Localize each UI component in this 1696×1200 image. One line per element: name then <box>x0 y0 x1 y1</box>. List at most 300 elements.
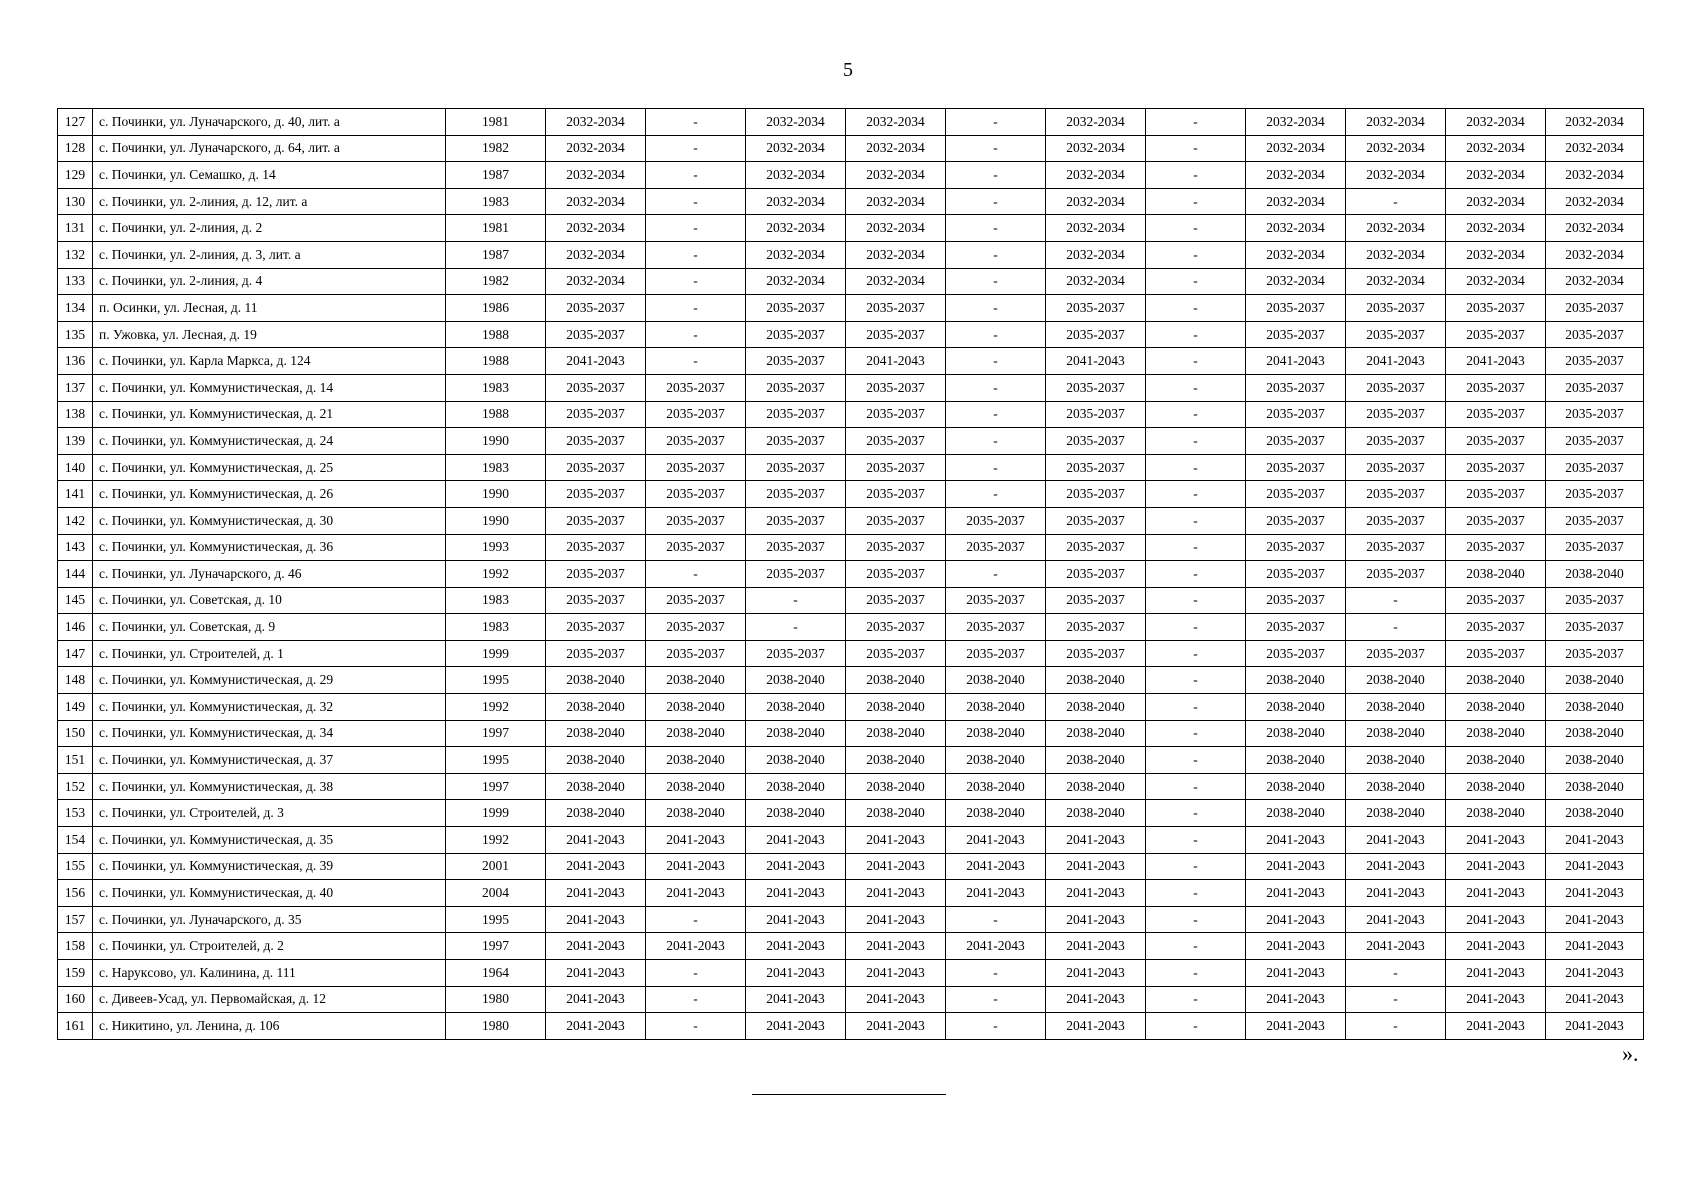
cell-work-period-4: 2032-2034 <box>846 135 946 162</box>
cell-work-period-7: - <box>1146 800 1246 827</box>
cell-row-number: 140 <box>58 454 93 481</box>
cell-work-period-2: 2038-2040 <box>646 747 746 774</box>
cell-work-period-3: 2032-2034 <box>746 135 846 162</box>
table-row <box>58 800 1644 827</box>
cell-work-period-7: - <box>1146 401 1246 428</box>
cell-work-period-7: - <box>1146 1013 1246 1040</box>
cell-work-period-5: 2035-2037 <box>946 587 1046 614</box>
cell-work-period-9: 2038-2040 <box>1346 800 1446 827</box>
cell-work-period-2: - <box>646 906 746 933</box>
cell-work-period-9: 2035-2037 <box>1346 374 1446 401</box>
cell-work-period-4: 2041-2043 <box>846 986 946 1013</box>
cell-work-period-5: 2038-2040 <box>946 667 1046 694</box>
cell-work-period-5: 2035-2037 <box>946 534 1046 561</box>
cell-work-period-10: 2038-2040 <box>1446 720 1546 747</box>
cell-work-period-8: 2041-2043 <box>1246 827 1346 854</box>
cell-work-period-7: - <box>1146 348 1246 375</box>
cell-work-period-2: 2038-2040 <box>646 667 746 694</box>
cell-work-period-7: - <box>1146 773 1246 800</box>
cell-work-period-1: 2035-2037 <box>546 454 646 481</box>
cell-work-period-7: - <box>1146 587 1246 614</box>
cell-row-number: 157 <box>58 906 93 933</box>
closing-quote-mark: ». <box>1622 1041 1639 1066</box>
cell-build-year: 1997 <box>446 933 546 960</box>
cell-work-period-5: - <box>946 401 1046 428</box>
cell-work-period-9: - <box>1346 1013 1446 1040</box>
cell-work-period-5: 2038-2040 <box>946 800 1046 827</box>
cell-work-period-10: 2032-2034 <box>1446 135 1546 162</box>
cell-row-number: 141 <box>58 481 93 508</box>
cell-build-year: 1995 <box>446 906 546 933</box>
cell-work-period-6: 2035-2037 <box>1046 534 1146 561</box>
cell-work-period-5: 2038-2040 <box>946 747 1046 774</box>
cell-address: с. Нарукcово, ул. Калинина, д. 111 <box>93 960 446 987</box>
cell-work-period-6: 2032-2034 <box>1046 188 1146 215</box>
table-row <box>58 667 1644 694</box>
cell-address: с. Починки, ул. Строителей, д. 3 <box>93 800 446 827</box>
cell-work-period-5: 2041-2043 <box>946 880 1046 907</box>
cell-work-period-1: 2041-2043 <box>546 827 646 854</box>
cell-address: с. Починки, ул. Коммунистическая, д. 38 <box>93 773 446 800</box>
cell-work-period-6: 2041-2043 <box>1046 960 1146 987</box>
cell-build-year: 1981 <box>446 109 546 136</box>
cell-work-period-3: 2032-2034 <box>746 162 846 189</box>
cell-work-period-2: - <box>646 986 746 1013</box>
cell-address: с. Починки, ул. Коммунистическая, д. 35 <box>93 827 446 854</box>
table-row <box>58 348 1644 375</box>
cell-work-period-4: 2038-2040 <box>846 667 946 694</box>
cell-build-year: 1964 <box>446 960 546 987</box>
cell-address: с. Никитино, ул. Ленина, д. 106 <box>93 1013 446 1040</box>
cell-work-period-4: 2041-2043 <box>846 906 946 933</box>
cell-build-year: 1995 <box>446 747 546 774</box>
cell-work-period-4: 2035-2037 <box>846 428 946 455</box>
cell-work-period-1: 2038-2040 <box>546 773 646 800</box>
cell-build-year: 1982 <box>446 135 546 162</box>
cell-work-period-11: 2038-2040 <box>1546 773 1644 800</box>
cell-work-period-2: 2038-2040 <box>646 800 746 827</box>
cell-work-period-10: 2041-2043 <box>1446 1013 1546 1040</box>
cell-row-number: 148 <box>58 667 93 694</box>
cell-work-period-5: 2038-2040 <box>946 773 1046 800</box>
cell-work-period-8: 2041-2043 <box>1246 853 1346 880</box>
cell-row-number: 158 <box>58 933 93 960</box>
cell-work-period-4: 2041-2043 <box>846 827 946 854</box>
cell-work-period-7: - <box>1146 321 1246 348</box>
cell-work-period-11: 2032-2034 <box>1546 268 1644 295</box>
cell-work-period-10: 2035-2037 <box>1446 321 1546 348</box>
cell-work-period-7: - <box>1146 268 1246 295</box>
cell-work-period-1: 2038-2040 <box>546 720 646 747</box>
cell-work-period-11: 2032-2034 <box>1546 135 1644 162</box>
cell-work-period-8: 2035-2037 <box>1246 561 1346 588</box>
cell-address: с. Починки, ул. 2-линия, д. 4 <box>93 268 446 295</box>
cell-work-period-3: 2035-2037 <box>746 321 846 348</box>
cell-work-period-11: 2032-2034 <box>1546 162 1644 189</box>
cell-work-period-9: 2038-2040 <box>1346 773 1446 800</box>
cell-build-year: 1999 <box>446 640 546 667</box>
cell-build-year: 1987 <box>446 241 546 268</box>
cell-row-number: 127 <box>58 109 93 136</box>
cell-work-period-5: - <box>946 162 1046 189</box>
cell-work-period-6: 2038-2040 <box>1046 747 1146 774</box>
cell-work-period-3: 2041-2043 <box>746 933 846 960</box>
cell-address: с. Починки, ул. 2-линия, д. 3, лит. а <box>93 241 446 268</box>
cell-work-period-11: 2035-2037 <box>1546 374 1644 401</box>
table-row <box>58 827 1644 854</box>
cell-work-period-2: - <box>646 241 746 268</box>
cell-work-period-8: 2032-2034 <box>1246 215 1346 242</box>
cell-work-period-5: - <box>946 268 1046 295</box>
cell-work-period-7: - <box>1146 215 1246 242</box>
cell-work-period-7: - <box>1146 933 1246 960</box>
cell-work-period-4: 2035-2037 <box>846 587 946 614</box>
table-row <box>58 906 1644 933</box>
cell-build-year: 1992 <box>446 561 546 588</box>
cell-work-period-3: 2038-2040 <box>746 694 846 721</box>
cell-address: с. Починки, ул. Коммунистическая, д. 32 <box>93 694 446 721</box>
cell-row-number: 155 <box>58 853 93 880</box>
cell-work-period-2: - <box>646 109 746 136</box>
table-row <box>58 321 1644 348</box>
footer-separator-line <box>752 1094 946 1095</box>
cell-work-period-4: 2032-2034 <box>846 268 946 295</box>
cell-work-period-9: 2041-2043 <box>1346 906 1446 933</box>
cell-work-period-7: - <box>1146 428 1246 455</box>
cell-work-period-3: 2038-2040 <box>746 800 846 827</box>
cell-work-period-6: 2035-2037 <box>1046 640 1146 667</box>
cell-work-period-2: 2035-2037 <box>646 481 746 508</box>
cell-build-year: 1987 <box>446 162 546 189</box>
cell-work-period-10: 2035-2037 <box>1446 454 1546 481</box>
cell-build-year: 1988 <box>446 321 546 348</box>
cell-work-period-4: 2041-2043 <box>846 933 946 960</box>
cell-work-period-5: - <box>946 561 1046 588</box>
cell-address: с. Починки, ул. Коммунистическая, д. 26 <box>93 481 446 508</box>
cell-work-period-6: 2038-2040 <box>1046 694 1146 721</box>
cell-work-period-7: - <box>1146 640 1246 667</box>
cell-work-period-9: 2032-2034 <box>1346 215 1446 242</box>
cell-work-period-2: - <box>646 321 746 348</box>
cell-work-period-11: 2035-2037 <box>1546 587 1644 614</box>
cell-work-period-7: - <box>1146 241 1246 268</box>
table-row <box>58 401 1644 428</box>
cell-work-period-5: - <box>946 428 1046 455</box>
cell-work-period-8: 2041-2043 <box>1246 986 1346 1013</box>
cell-work-period-11: 2038-2040 <box>1546 800 1644 827</box>
table-row <box>58 986 1644 1013</box>
cell-work-period-9: 2032-2034 <box>1346 135 1446 162</box>
cell-work-period-6: 2035-2037 <box>1046 374 1146 401</box>
cell-row-number: 144 <box>58 561 93 588</box>
cell-work-period-6: 2035-2037 <box>1046 321 1146 348</box>
cell-address: с. Починки, ул. Коммунистическая, д. 24 <box>93 428 446 455</box>
cell-build-year: 2004 <box>446 880 546 907</box>
cell-work-period-4: 2032-2034 <box>846 162 946 189</box>
cell-work-period-11: 2032-2034 <box>1546 188 1644 215</box>
cell-work-period-1: 2041-2043 <box>546 1013 646 1040</box>
cell-work-period-3: 2035-2037 <box>746 428 846 455</box>
cell-work-period-3: 2035-2037 <box>746 534 846 561</box>
cell-work-period-4: 2032-2034 <box>846 188 946 215</box>
cell-work-period-9: - <box>1346 614 1446 641</box>
cell-work-period-2: 2041-2043 <box>646 827 746 854</box>
table-row <box>58 720 1644 747</box>
cell-row-number: 134 <box>58 295 93 322</box>
cell-work-period-5: - <box>946 986 1046 1013</box>
cell-work-period-3: - <box>746 614 846 641</box>
cell-build-year: 1983 <box>446 614 546 641</box>
cell-work-period-2: 2035-2037 <box>646 401 746 428</box>
cell-work-period-8: 2041-2043 <box>1246 880 1346 907</box>
cell-work-period-9: - <box>1346 986 1446 1013</box>
cell-work-period-3: 2035-2037 <box>746 374 846 401</box>
cell-work-period-4: 2032-2034 <box>846 241 946 268</box>
cell-work-period-1: 2041-2043 <box>546 986 646 1013</box>
cell-work-period-11: 2041-2043 <box>1546 827 1644 854</box>
cell-work-period-10: 2032-2034 <box>1446 188 1546 215</box>
cell-work-period-1: 2035-2037 <box>546 534 646 561</box>
table-row <box>58 561 1644 588</box>
cell-work-period-5: 2038-2040 <box>946 694 1046 721</box>
cell-work-period-9: - <box>1346 960 1446 987</box>
cell-work-period-9: 2032-2034 <box>1346 162 1446 189</box>
cell-work-period-10: 2032-2034 <box>1446 109 1546 136</box>
cell-work-period-3: 2041-2043 <box>746 853 846 880</box>
cell-work-period-6: 2038-2040 <box>1046 800 1146 827</box>
cell-work-period-6: 2035-2037 <box>1046 401 1146 428</box>
cell-work-period-4: 2041-2043 <box>846 880 946 907</box>
cell-work-period-6: 2041-2043 <box>1046 827 1146 854</box>
cell-work-period-11: 2032-2034 <box>1546 241 1644 268</box>
cell-row-number: 137 <box>58 374 93 401</box>
cell-work-period-7: - <box>1146 374 1246 401</box>
cell-work-period-8: 2035-2037 <box>1246 614 1346 641</box>
cell-work-period-1: 2035-2037 <box>546 481 646 508</box>
cell-work-period-9: - <box>1346 188 1446 215</box>
cell-work-period-5: 2041-2043 <box>946 933 1046 960</box>
cell-work-period-9: 2035-2037 <box>1346 454 1446 481</box>
table-row <box>58 534 1644 561</box>
cell-work-period-4: 2032-2034 <box>846 109 946 136</box>
cell-work-period-8: 2035-2037 <box>1246 481 1346 508</box>
table-row <box>58 507 1644 534</box>
cell-work-period-8: 2035-2037 <box>1246 454 1346 481</box>
table-row <box>58 481 1644 508</box>
cell-address: с. Починки, ул. Луначарского, д. 64, лит. а <box>93 135 446 162</box>
cell-work-period-6: 2035-2037 <box>1046 295 1146 322</box>
cell-build-year: 2001 <box>446 853 546 880</box>
cell-work-period-7: - <box>1146 109 1246 136</box>
cell-work-period-4: 2035-2037 <box>846 374 946 401</box>
cell-work-period-1: 2032-2034 <box>546 109 646 136</box>
cell-work-period-3: 2035-2037 <box>746 454 846 481</box>
cell-row-number: 161 <box>58 1013 93 1040</box>
cell-work-period-4: 2038-2040 <box>846 773 946 800</box>
cell-work-period-8: 2035-2037 <box>1246 401 1346 428</box>
cell-work-period-8: 2032-2034 <box>1246 109 1346 136</box>
cell-work-period-2: - <box>646 561 746 588</box>
cell-work-period-7: - <box>1146 188 1246 215</box>
cell-work-period-6: 2032-2034 <box>1046 268 1146 295</box>
table-row <box>58 109 1644 136</box>
cell-work-period-10: 2032-2034 <box>1446 268 1546 295</box>
cell-work-period-8: 2038-2040 <box>1246 720 1346 747</box>
cell-build-year: 1986 <box>446 295 546 322</box>
table-row <box>58 587 1644 614</box>
cell-work-period-6: 2032-2034 <box>1046 162 1146 189</box>
cell-work-period-7: - <box>1146 481 1246 508</box>
cell-work-period-6: 2032-2034 <box>1046 109 1146 136</box>
cell-work-period-1: 2038-2040 <box>546 694 646 721</box>
table-row <box>58 880 1644 907</box>
cell-build-year: 1997 <box>446 720 546 747</box>
cell-build-year: 1980 <box>446 1013 546 1040</box>
cell-build-year: 1988 <box>446 348 546 375</box>
cell-work-period-7: - <box>1146 720 1246 747</box>
cell-work-period-8: 2041-2043 <box>1246 906 1346 933</box>
table-row <box>58 268 1644 295</box>
cell-build-year: 1988 <box>446 401 546 428</box>
cell-work-period-11: 2038-2040 <box>1546 694 1644 721</box>
cell-work-period-3: 2032-2034 <box>746 215 846 242</box>
cell-work-period-6: 2035-2037 <box>1046 561 1146 588</box>
cell-work-period-3: 2035-2037 <box>746 348 846 375</box>
cell-work-period-8: 2041-2043 <box>1246 348 1346 375</box>
cell-address: с. Починки, ул. Советская, д. 9 <box>93 614 446 641</box>
cell-address: с. Починки, ул. Луначарского, д. 35 <box>93 906 446 933</box>
cell-work-period-3: 2038-2040 <box>746 747 846 774</box>
cell-work-period-8: 2038-2040 <box>1246 773 1346 800</box>
cell-work-period-2: 2035-2037 <box>646 640 746 667</box>
cell-work-period-6: 2041-2043 <box>1046 853 1146 880</box>
cell-address: п. Ужовка, ул. Лесная, д. 19 <box>93 321 446 348</box>
cell-build-year: 1981 <box>446 215 546 242</box>
cell-work-period-2: - <box>646 960 746 987</box>
cell-work-period-5: - <box>946 321 1046 348</box>
cell-work-period-3: 2038-2040 <box>746 667 846 694</box>
cell-row-number: 152 <box>58 773 93 800</box>
cell-address: с. Починки, ул. Луначарского, д. 40, лит. а <box>93 109 446 136</box>
cell-work-period-10: 2038-2040 <box>1446 747 1546 774</box>
cell-work-period-5: 2041-2043 <box>946 827 1046 854</box>
cell-work-period-4: 2038-2040 <box>846 694 946 721</box>
cell-work-period-10: 2038-2040 <box>1446 694 1546 721</box>
cell-work-period-11: 2038-2040 <box>1546 667 1644 694</box>
table-row <box>58 215 1644 242</box>
cell-work-period-11: 2041-2043 <box>1546 906 1644 933</box>
cell-row-number: 128 <box>58 135 93 162</box>
cell-work-period-3: 2041-2043 <box>746 1013 846 1040</box>
cell-work-period-3: 2038-2040 <box>746 773 846 800</box>
cell-work-period-1: 2035-2037 <box>546 587 646 614</box>
table-row <box>58 640 1644 667</box>
cell-work-period-1: 2038-2040 <box>546 747 646 774</box>
cell-work-period-4: 2041-2043 <box>846 348 946 375</box>
cell-work-period-5: 2035-2037 <box>946 640 1046 667</box>
table-row <box>58 135 1644 162</box>
cell-work-period-11: 2041-2043 <box>1546 853 1644 880</box>
cell-work-period-7: - <box>1146 614 1246 641</box>
cell-work-period-1: 2032-2034 <box>546 162 646 189</box>
cell-work-period-11: 2035-2037 <box>1546 614 1644 641</box>
cell-work-period-11: 2035-2037 <box>1546 454 1644 481</box>
cell-address: с. Починки, ул. Коммунистическая, д. 21 <box>93 401 446 428</box>
cell-work-period-10: 2041-2043 <box>1446 348 1546 375</box>
cell-work-period-10: 2035-2037 <box>1446 614 1546 641</box>
cell-work-period-6: 2041-2043 <box>1046 1013 1146 1040</box>
cell-build-year: 1990 <box>446 428 546 455</box>
cell-work-period-8: 2035-2037 <box>1246 587 1346 614</box>
cell-work-period-7: - <box>1146 561 1246 588</box>
cell-work-period-3: 2041-2043 <box>746 906 846 933</box>
cell-work-period-5: - <box>946 374 1046 401</box>
cell-work-period-10: 2041-2043 <box>1446 986 1546 1013</box>
cell-address: п. Осинки, ул. Лесная, д. 11 <box>93 295 446 322</box>
cell-work-period-3: 2035-2037 <box>746 481 846 508</box>
cell-work-period-9: 2041-2043 <box>1346 348 1446 375</box>
cell-work-period-11: 2035-2037 <box>1546 348 1644 375</box>
cell-row-number: 159 <box>58 960 93 987</box>
cell-work-period-3: 2041-2043 <box>746 986 846 1013</box>
cell-address: с. Починки, ул. 2-линия, д. 2 <box>93 215 446 242</box>
cell-work-period-4: 2041-2043 <box>846 960 946 987</box>
cell-work-period-6: 2041-2043 <box>1046 933 1146 960</box>
cell-work-period-7: - <box>1146 534 1246 561</box>
cell-work-period-6: 2032-2034 <box>1046 241 1146 268</box>
cell-work-period-1: 2041-2043 <box>546 880 646 907</box>
cell-work-period-4: 2038-2040 <box>846 720 946 747</box>
cell-build-year: 1992 <box>446 827 546 854</box>
cell-work-period-1: 2041-2043 <box>546 906 646 933</box>
cell-work-period-7: - <box>1146 295 1246 322</box>
cell-work-period-6: 2041-2043 <box>1046 906 1146 933</box>
cell-work-period-10: 2038-2040 <box>1446 667 1546 694</box>
table-row <box>58 853 1644 880</box>
cell-row-number: 136 <box>58 348 93 375</box>
cell-work-period-2: 2041-2043 <box>646 933 746 960</box>
cell-work-period-9: 2032-2034 <box>1346 268 1446 295</box>
cell-address: с. Починки, ул. 2-линия, д. 12, лит. а <box>93 188 446 215</box>
cell-row-number: 129 <box>58 162 93 189</box>
table-row <box>58 773 1644 800</box>
cell-work-period-9: 2035-2037 <box>1346 321 1446 348</box>
cell-work-period-3: 2032-2034 <box>746 109 846 136</box>
cell-row-number: 130 <box>58 188 93 215</box>
cell-work-period-9: 2041-2043 <box>1346 880 1446 907</box>
cell-work-period-2: 2035-2037 <box>646 454 746 481</box>
cell-work-period-4: 2035-2037 <box>846 321 946 348</box>
cell-work-period-6: 2032-2034 <box>1046 135 1146 162</box>
cell-work-period-9: 2032-2034 <box>1346 241 1446 268</box>
cell-work-period-10: 2035-2037 <box>1446 640 1546 667</box>
cell-work-period-2: 2041-2043 <box>646 880 746 907</box>
cell-work-period-7: - <box>1146 135 1246 162</box>
cell-row-number: 135 <box>58 321 93 348</box>
cell-work-period-4: 2035-2037 <box>846 295 946 322</box>
cell-work-period-2: 2041-2043 <box>646 853 746 880</box>
cell-work-period-10: 2041-2043 <box>1446 880 1546 907</box>
cell-work-period-6: 2035-2037 <box>1046 481 1146 508</box>
cell-work-period-2: - <box>646 162 746 189</box>
cell-work-period-2: 2038-2040 <box>646 720 746 747</box>
cell-work-period-9: 2035-2037 <box>1346 640 1446 667</box>
cell-work-period-8: 2035-2037 <box>1246 321 1346 348</box>
cell-work-period-5: - <box>946 215 1046 242</box>
cell-build-year: 1980 <box>446 986 546 1013</box>
cell-address: с. Починки, ул. Карла Маркса, д. 124 <box>93 348 446 375</box>
cell-work-period-6: 2032-2034 <box>1046 215 1146 242</box>
